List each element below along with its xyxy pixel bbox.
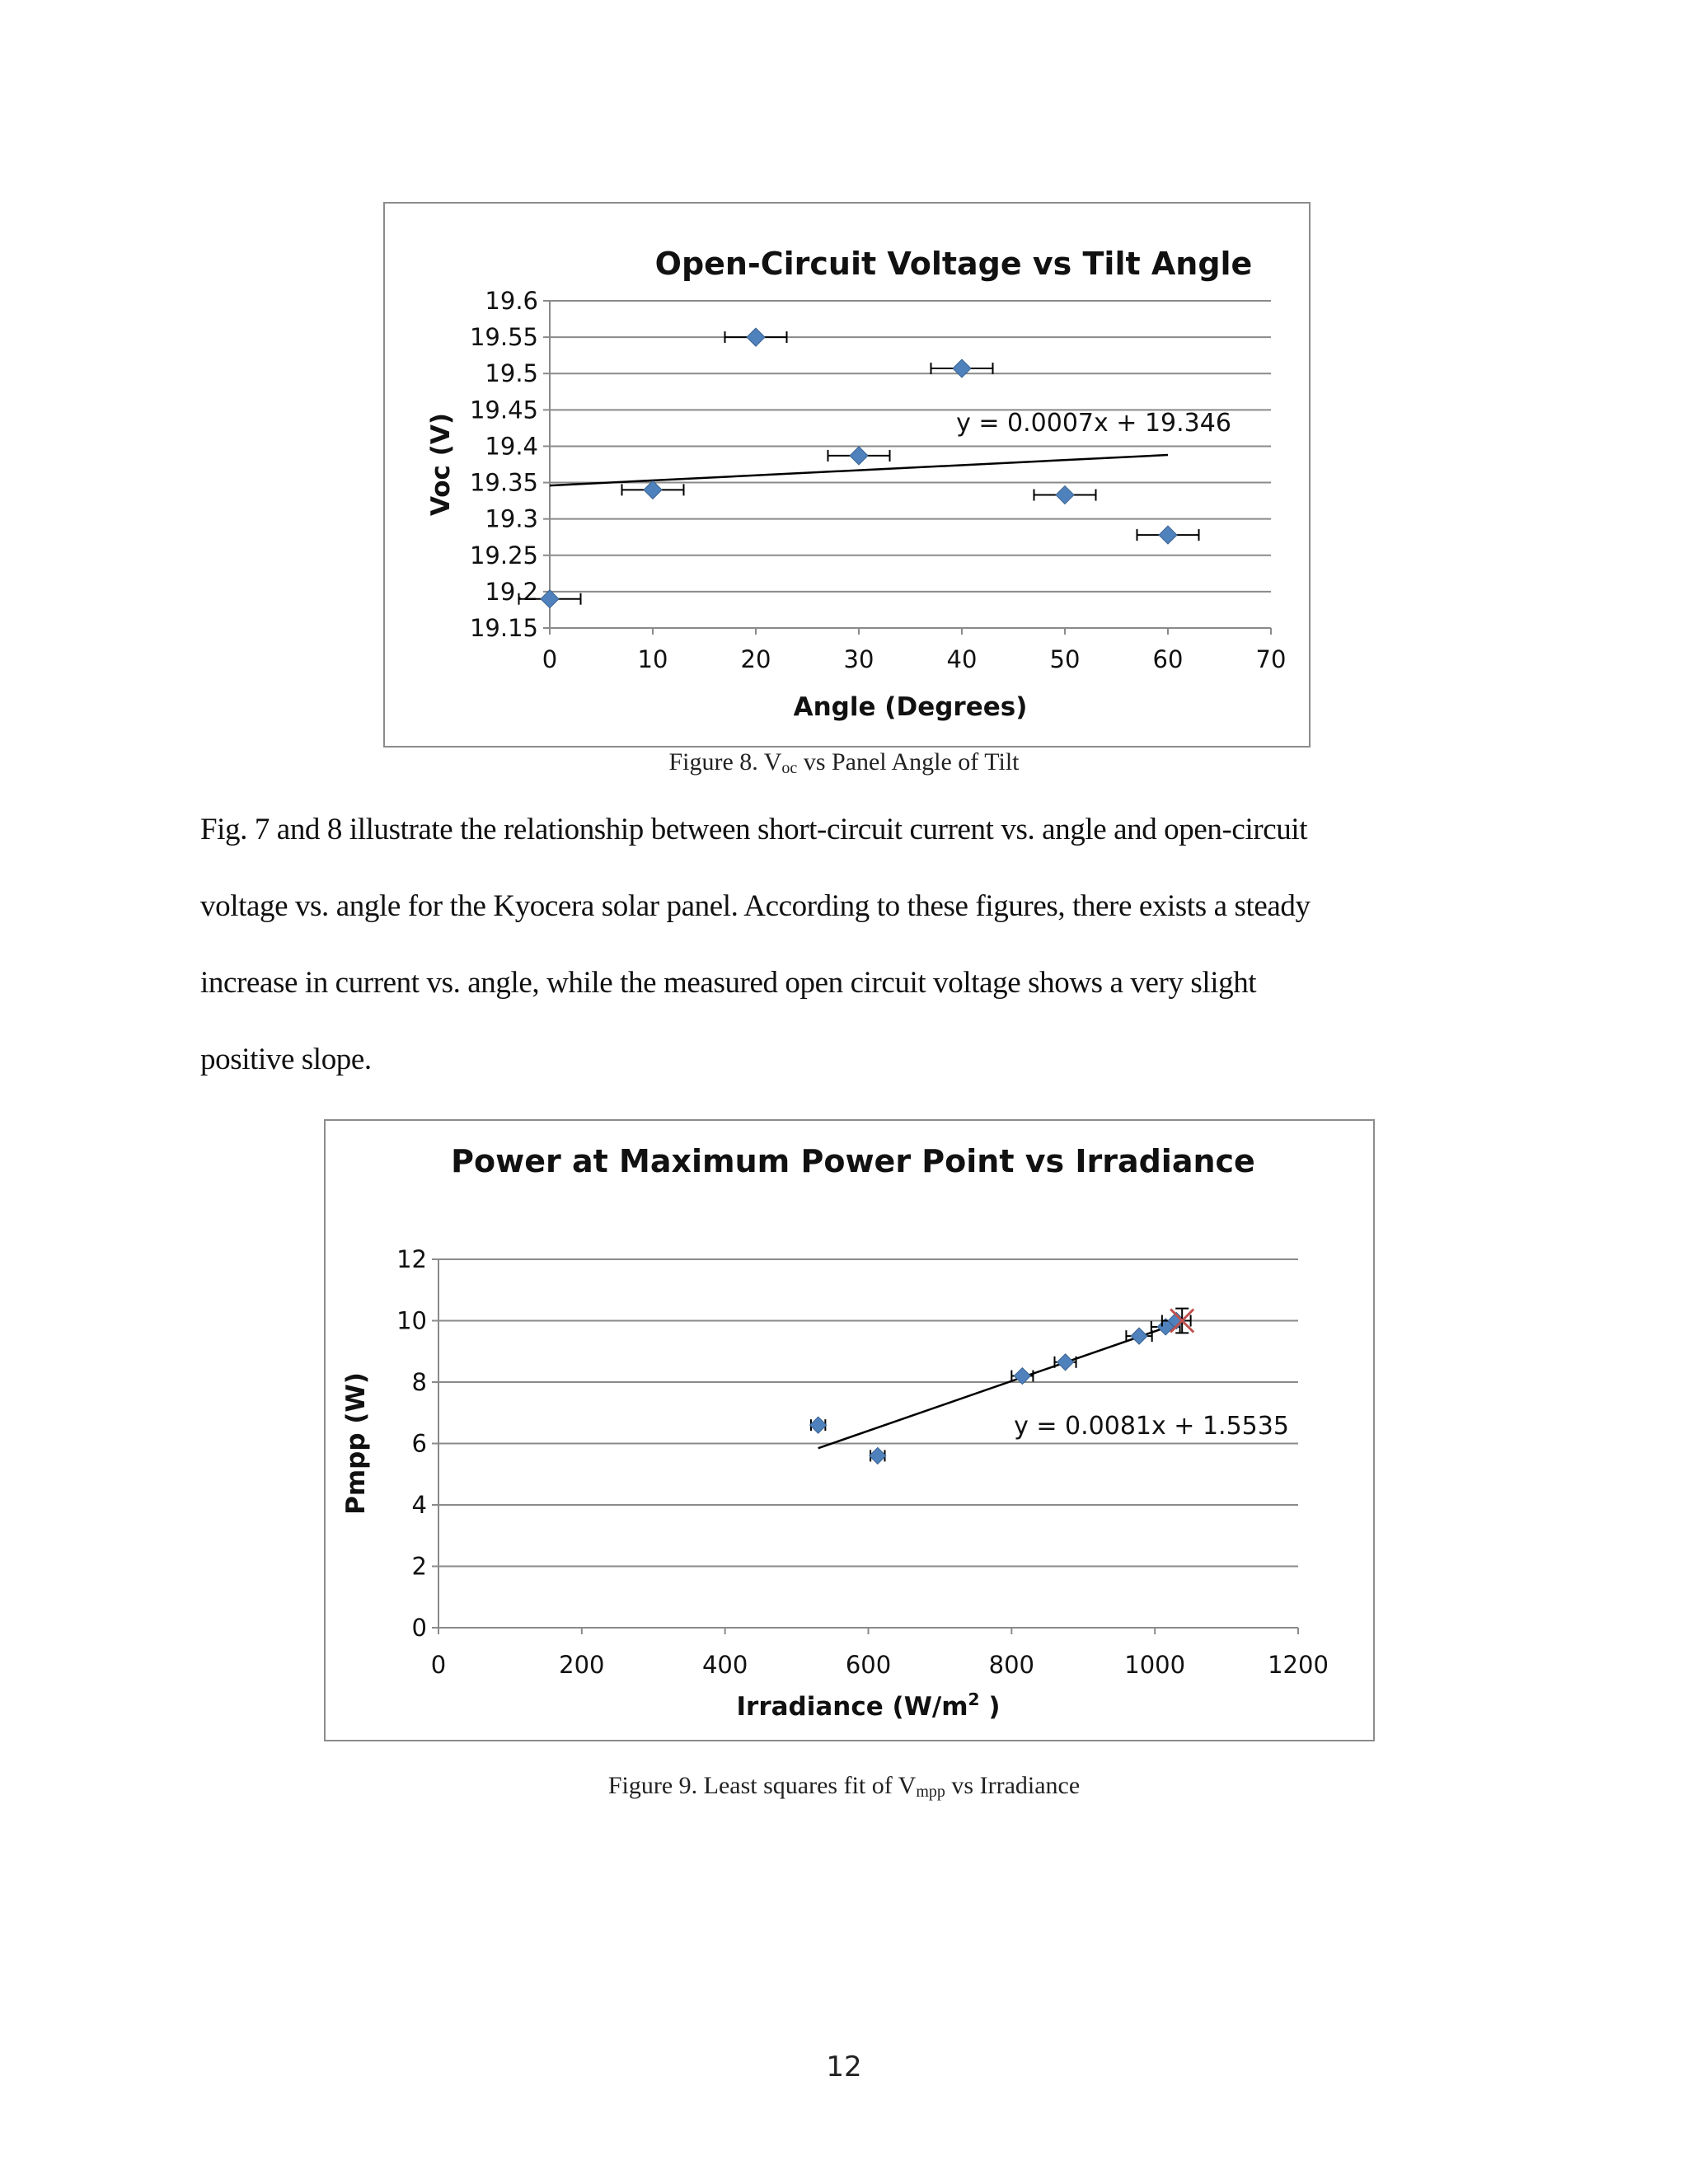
caption-subscript: mpp: [916, 1783, 945, 1801]
data-point: [810, 1417, 827, 1433]
y-tick-label: 19.15: [469, 614, 538, 642]
y-tick-label: 19.5: [485, 359, 538, 388]
x-tick-label: 600: [845, 1651, 892, 1679]
x-tick-label: 1200: [1268, 1651, 1329, 1679]
x-tick-label: 0: [430, 1651, 447, 1679]
paragraph-line: Fig. 7 and 8 illustrate the relationship between short-circuit current vs. angle and open-circuit: [200, 813, 1308, 846]
x-tick-label: 60: [1152, 645, 1184, 673]
y-tick-label: 10: [396, 1306, 427, 1335]
y-tick-label: 2: [411, 1552, 427, 1581]
data-point: [1056, 486, 1074, 504]
y-tick-label: 19.25: [469, 541, 538, 569]
data-point: [644, 480, 662, 499]
caption-text: vs Irradiance: [945, 1772, 1081, 1799]
y-tick-label: 19.55: [469, 323, 538, 352]
chart-voc-vs-angle: [383, 202, 1311, 748]
x-tick-label: 10: [637, 645, 668, 673]
x-tick-label: 20: [740, 645, 771, 673]
chart-voc-svg: [385, 204, 1312, 749]
y-tick-label: 12: [396, 1245, 427, 1273]
data-point: [1159, 526, 1177, 544]
chart-title: Power at Maximum Power Point vs Irradiance: [451, 1143, 1255, 1179]
data-point: [541, 590, 559, 608]
y-axis-label: Pmpp (W): [341, 1372, 371, 1515]
x-tick-label: 30: [843, 645, 874, 673]
figure-9-caption: [0, 1772, 1688, 1802]
y-tick-label: 6: [411, 1429, 427, 1458]
paragraph-line: positive slope.: [200, 1043, 372, 1076]
data-point: [1131, 1328, 1147, 1344]
figure-8-caption: [0, 748, 1688, 778]
y-tick-label: 19.35: [469, 468, 538, 497]
chart-title: Open-Circuit Voltage vs Tilt Angle: [654, 246, 1253, 282]
data-point: [1057, 1354, 1074, 1371]
y-tick-label: 19.2: [485, 577, 538, 606]
paragraph-line: voltage vs. angle for the Kyocera solar panel. According to these figures, there exists a steady: [200, 889, 1311, 923]
y-tick-label: 19.4: [485, 432, 538, 461]
data-point: [850, 447, 868, 465]
x-axis-label: Angle (Degrees): [793, 692, 1028, 722]
x-axis-label: Irradiance ($W/m^2$ ): [736, 1690, 1001, 1722]
caption-text: vs Panel Angle of Tilt: [797, 748, 1020, 776]
data-point: [953, 359, 971, 377]
page-number: 12: [826, 2050, 862, 2083]
trendline-equation: y = 0.0007x + 19.346: [956, 409, 1231, 438]
y-axis-label: Voc (V): [426, 412, 456, 517]
chart-pmpp-vs-irradiance: [324, 1119, 1375, 1741]
x-tick-label: 70: [1255, 645, 1287, 673]
caption-subscript: oc: [781, 759, 798, 777]
x-tick-label: 800: [988, 1651, 1035, 1679]
paragraph-line: increase in current vs. angle, while the measured open circuit voltage shows a very slight: [200, 966, 1257, 1000]
chart-pmpp-svg: [326, 1121, 1376, 1743]
data-point: [870, 1447, 886, 1464]
y-tick-label: 19.6: [485, 287, 538, 315]
y-tick-label: 19.45: [469, 396, 538, 424]
x-tick-label: 200: [559, 1651, 605, 1679]
x-tick-label: 1000: [1124, 1651, 1186, 1679]
x-tick-label: 400: [701, 1651, 748, 1679]
caption-text: Figure 8. V: [668, 748, 782, 776]
y-tick-label: 4: [411, 1491, 427, 1519]
caption-text: Figure 9. Least squares fit of V: [607, 1772, 917, 1799]
x-tick-label: 40: [946, 645, 978, 673]
trendline-equation: y = 0.0081x + 1.5535: [1014, 1412, 1289, 1441]
x-tick-label: 50: [1049, 645, 1081, 673]
data-point: [747, 328, 765, 346]
x-tick-label: 0: [542, 645, 558, 673]
y-tick-label: 8: [411, 1368, 427, 1396]
y-tick-label: 0: [411, 1614, 427, 1642]
y-tick-label: 19.3: [485, 504, 538, 533]
